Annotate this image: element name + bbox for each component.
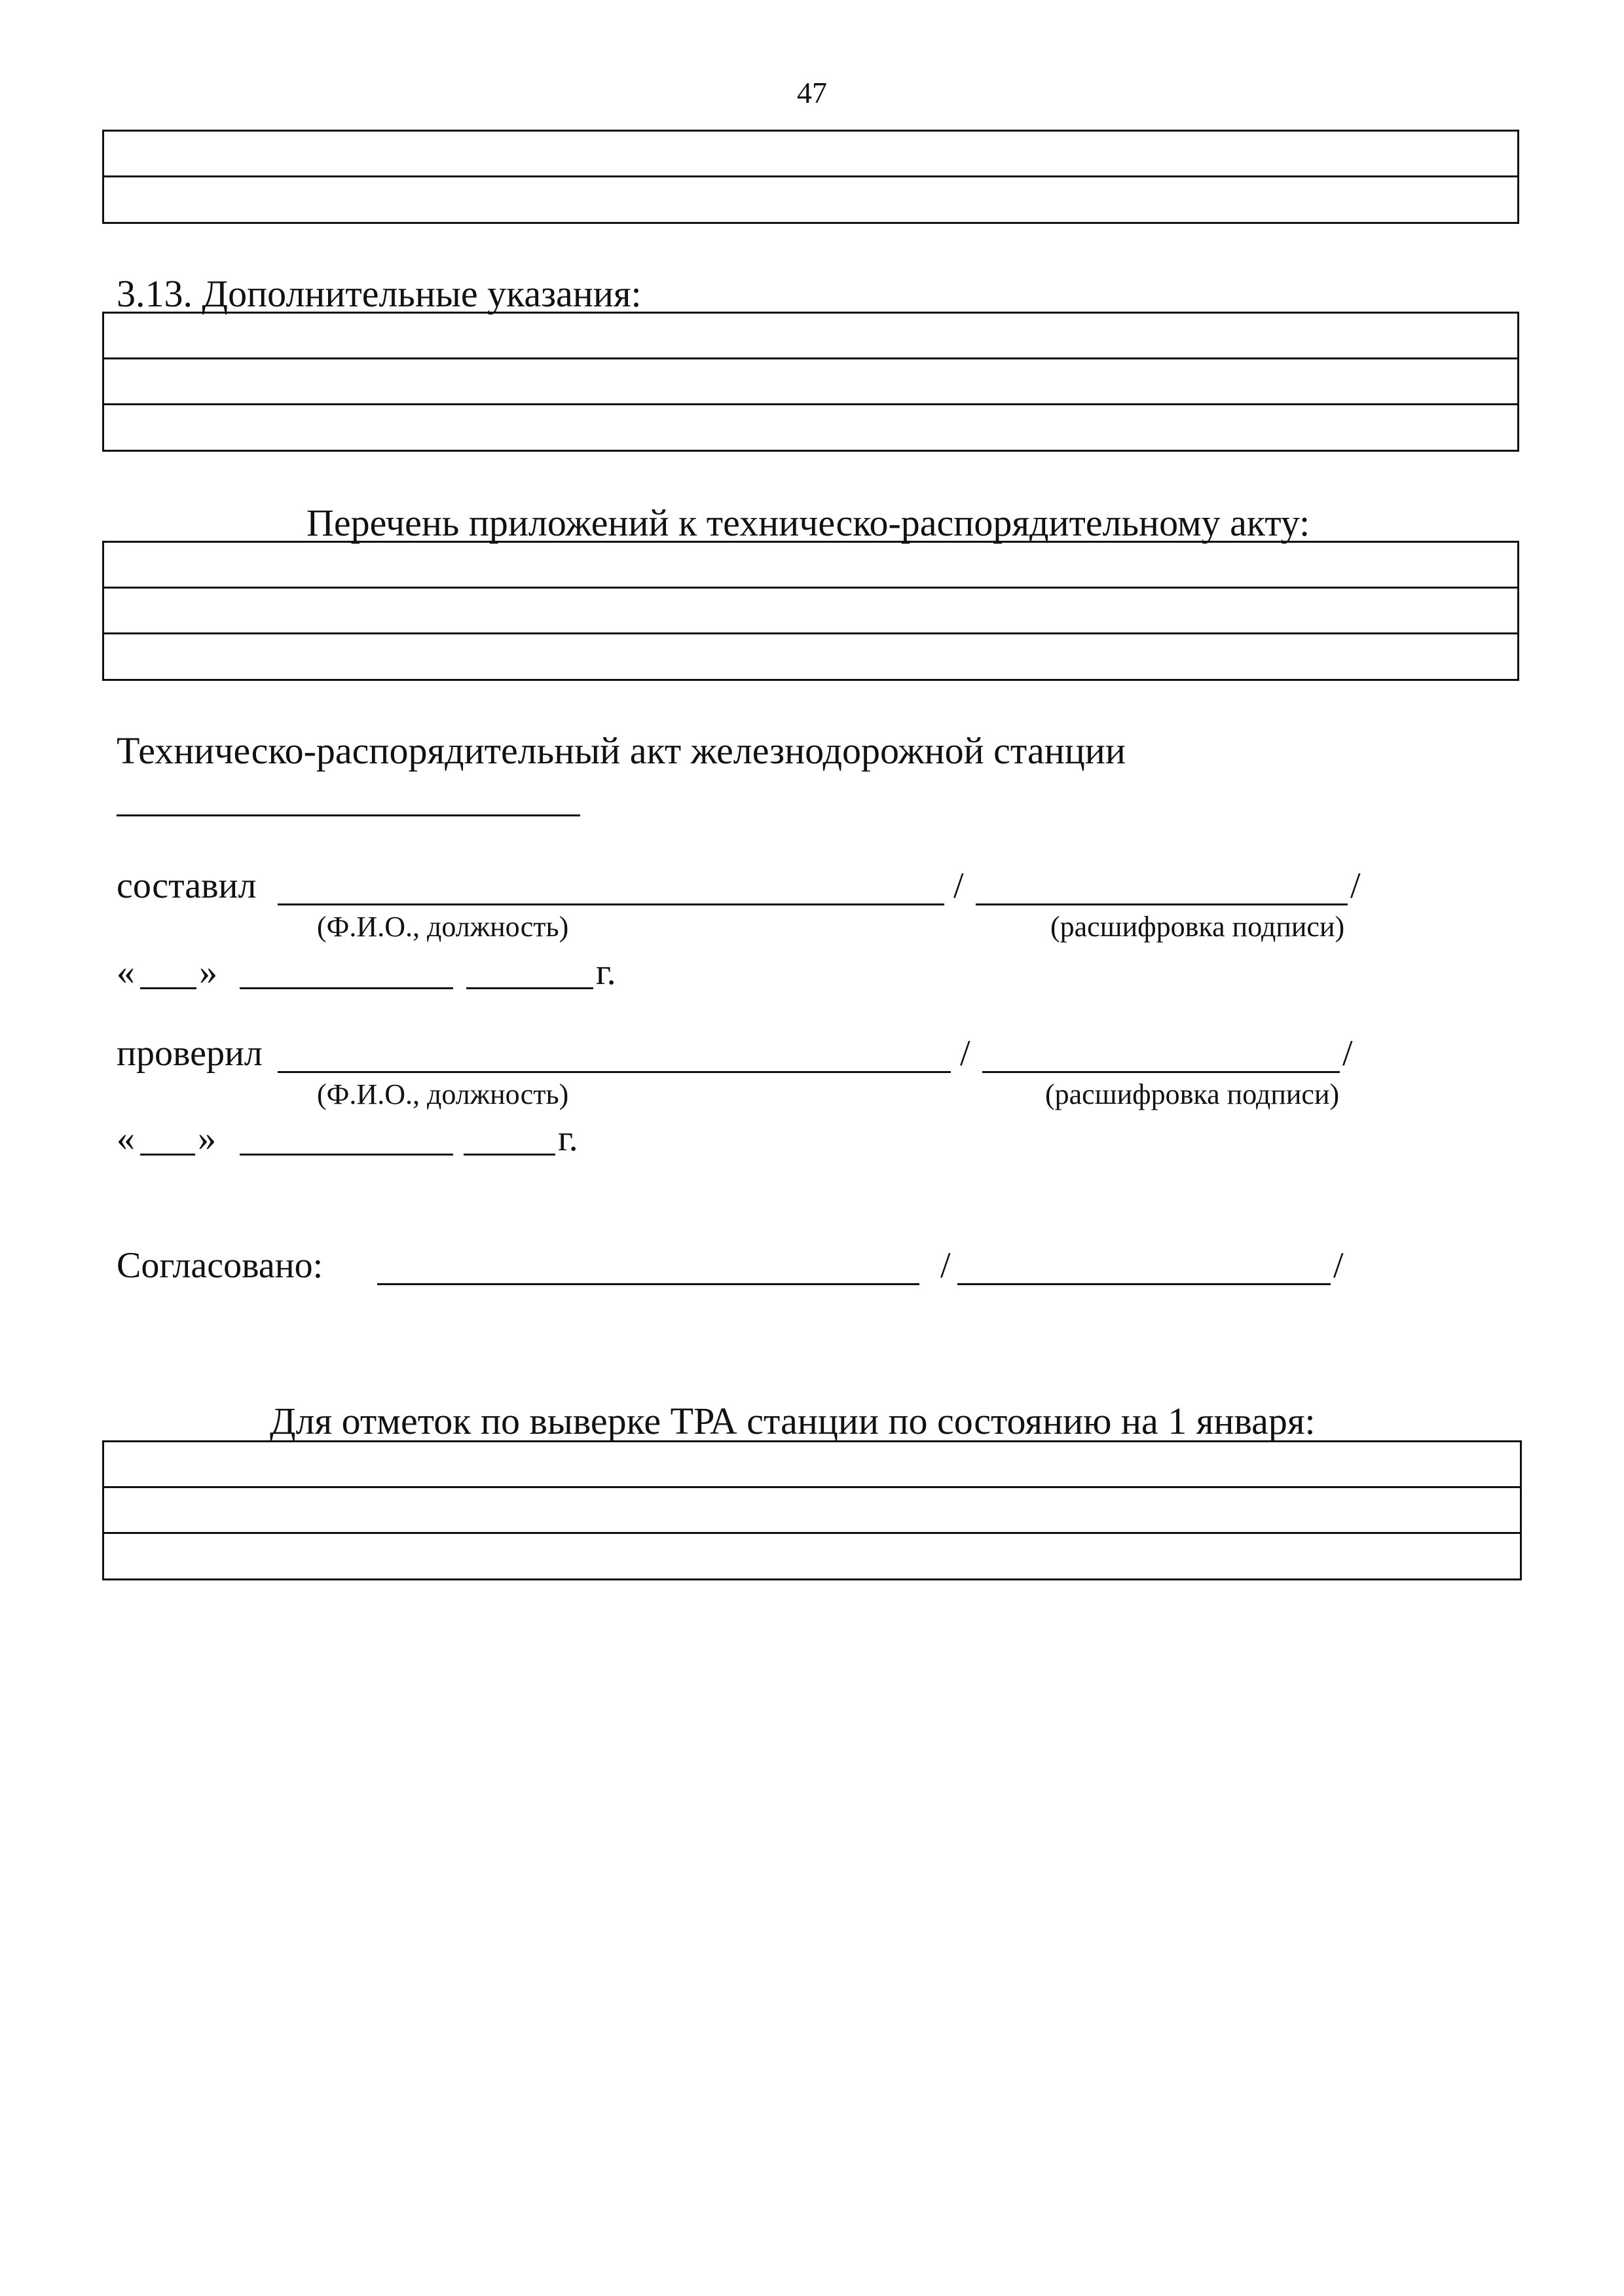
compiled-year-suffix: г. xyxy=(596,952,616,993)
table-row[interactable] xyxy=(104,543,1517,589)
table-row[interactable] xyxy=(104,589,1517,634)
checked-slash: / xyxy=(960,1033,970,1074)
act-title: Техническо-распорядительный акт железнодорожной станции xyxy=(117,729,1126,772)
table-row[interactable] xyxy=(104,177,1517,222)
agreed-name-field[interactable] xyxy=(377,1283,919,1285)
compiled-name-field[interactable] xyxy=(278,903,944,905)
appendix-table xyxy=(102,541,1519,681)
compiled-signature-field[interactable] xyxy=(976,903,1348,905)
checked-name-field[interactable] xyxy=(278,1071,951,1073)
compiled-day-field[interactable] xyxy=(140,987,196,989)
section-3-13-title: 3.13. Дополнительные указания: xyxy=(117,272,642,315)
additional-instructions-table xyxy=(102,312,1519,452)
table-row[interactable] xyxy=(104,359,1517,405)
reconciliation-table xyxy=(102,1440,1522,1580)
table-row[interactable] xyxy=(104,1488,1520,1534)
compiled-date-close: » xyxy=(199,952,217,993)
table-row[interactable] xyxy=(104,1442,1520,1488)
checked-signature-caption: (расшифровка подписи) xyxy=(1045,1078,1340,1110)
checked-slash-end: / xyxy=(1342,1033,1353,1074)
checked-day-field[interactable] xyxy=(140,1154,195,1156)
compiled-month-field[interactable] xyxy=(240,987,453,989)
checked-date-open: « xyxy=(117,1118,135,1159)
table-row[interactable] xyxy=(104,132,1517,177)
compiled-slash-end: / xyxy=(1350,866,1361,906)
checked-signature-field[interactable] xyxy=(982,1071,1340,1073)
checked-date-close: » xyxy=(198,1118,216,1159)
appendix-title: Перечень приложений к техническо-распорядительному акту: xyxy=(306,501,1310,544)
agreed-signature-field[interactable] xyxy=(957,1283,1331,1285)
checked-name-caption: (Ф.И.О., должность) xyxy=(317,1078,569,1110)
page-number: 47 xyxy=(797,76,827,109)
compiled-label: составил xyxy=(117,866,257,906)
checked-label: проверил xyxy=(117,1033,263,1074)
table-row[interactable] xyxy=(104,1534,1520,1578)
agreed-slash: / xyxy=(940,1245,951,1286)
checked-year-suffix: г. xyxy=(558,1118,578,1159)
compiled-slash: / xyxy=(953,866,964,906)
table-row[interactable] xyxy=(104,405,1517,450)
station-name-field[interactable] xyxy=(117,814,580,816)
checked-month-field[interactable] xyxy=(240,1154,453,1156)
table-row[interactable] xyxy=(104,314,1517,359)
compiled-name-caption: (Ф.И.О., должность) xyxy=(317,911,569,943)
agreed-label: Согласовано: xyxy=(117,1245,323,1286)
agreed-slash-end: / xyxy=(1333,1245,1344,1286)
compiled-date-open: « xyxy=(117,952,135,993)
top-table xyxy=(102,130,1519,224)
compiled-year-field[interactable] xyxy=(466,987,593,989)
checked-year-field[interactable] xyxy=(464,1154,555,1156)
table-row[interactable] xyxy=(104,634,1517,679)
compiled-signature-caption: (расшифровка подписи) xyxy=(1050,911,1345,943)
reconciliation-title: Для отметок по выверке ТРА станции по состоянию на 1 января: xyxy=(270,1400,1316,1442)
